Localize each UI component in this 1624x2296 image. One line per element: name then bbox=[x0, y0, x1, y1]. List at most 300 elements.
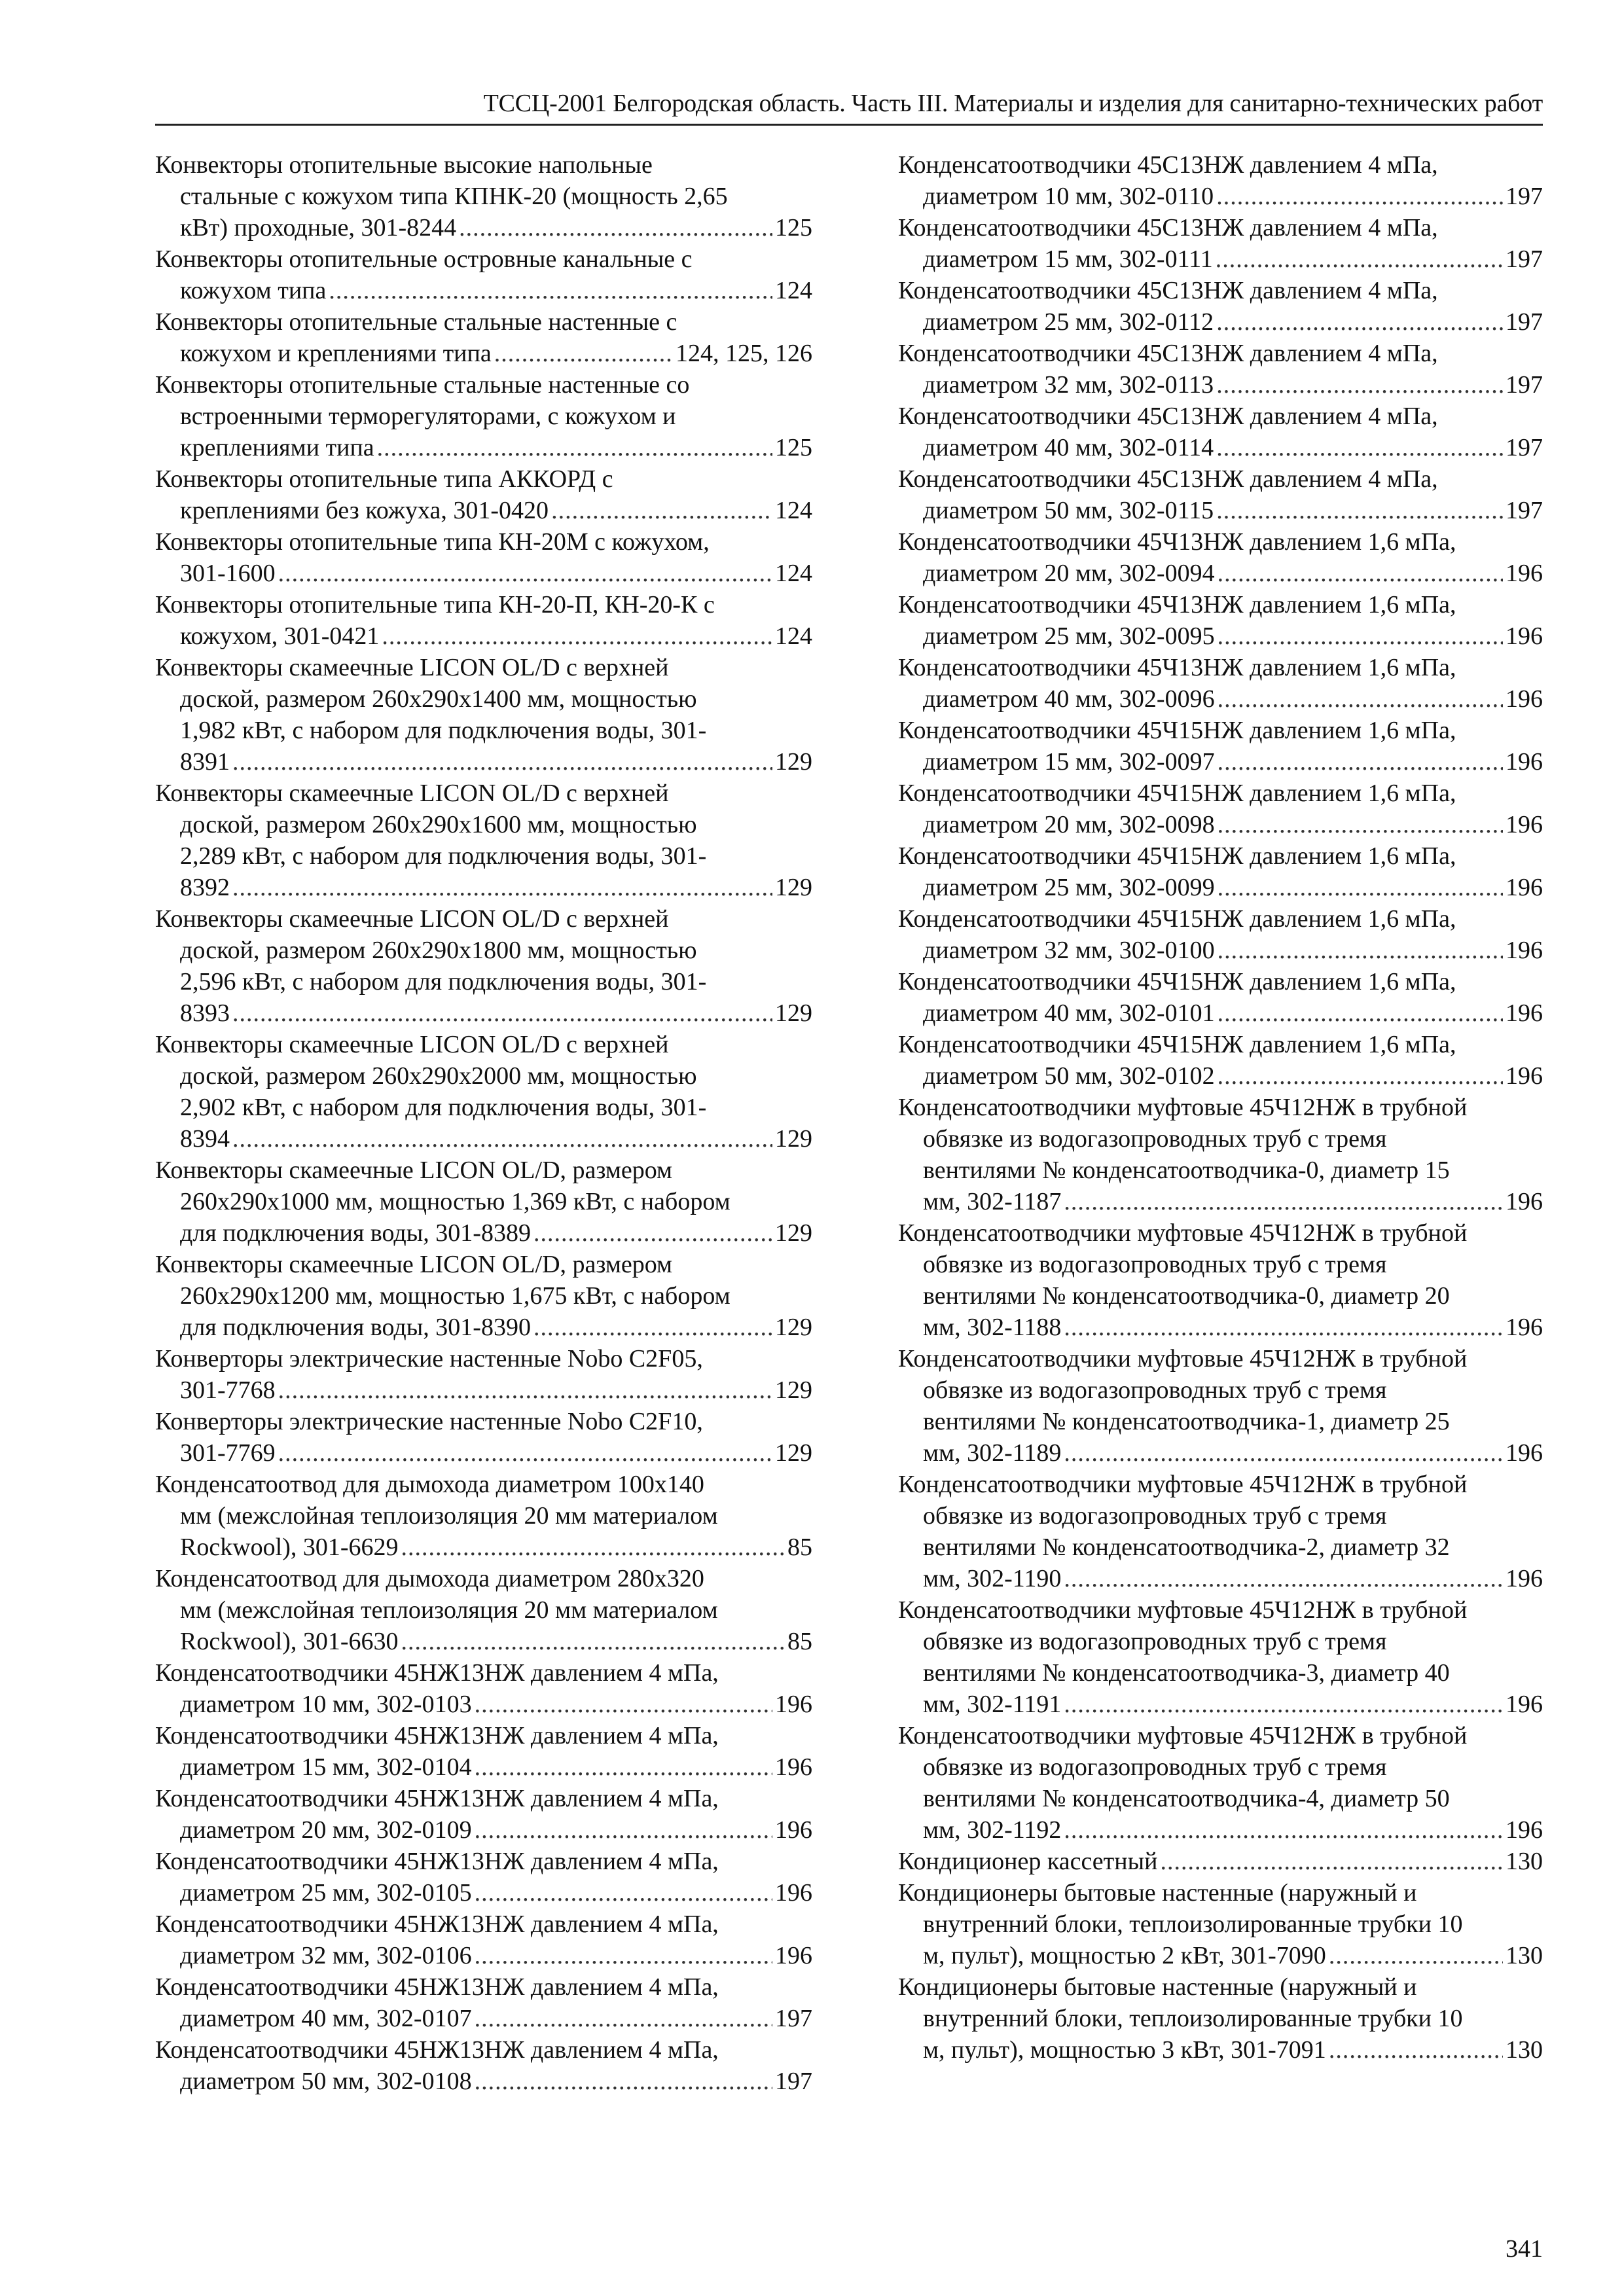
entry-text: кВт) проходные, 301-8244 bbox=[180, 214, 457, 242]
page-number: 341 bbox=[1506, 2235, 1543, 2263]
entry-line bbox=[155, 715, 812, 746]
dot-leader bbox=[1218, 935, 1503, 966]
entry-text: диаметром 50 мм, 302-0108 bbox=[180, 2068, 472, 2095]
entry-page-ref: 197 bbox=[1506, 434, 1543, 461]
entry-text: Конденсатоотвод для дымохода диаметром 100х140 bbox=[155, 1471, 704, 1498]
dot-leader bbox=[1216, 181, 1503, 212]
entry-text: диаметром 15 мм, 302-0097 bbox=[923, 748, 1215, 776]
dot-leader bbox=[475, 2003, 772, 2034]
index-entry bbox=[898, 1343, 1543, 1469]
index-entry bbox=[155, 1029, 812, 1155]
entry-line bbox=[155, 526, 812, 558]
entry-text: диаметром 40 мм, 302-0114 bbox=[923, 434, 1214, 461]
entry-line bbox=[155, 1060, 812, 1092]
entry-page-ref: 196 bbox=[775, 1879, 812, 1907]
index-entry bbox=[155, 1343, 812, 1406]
index-entry bbox=[898, 338, 1543, 401]
entry-text: 8393 bbox=[180, 999, 230, 1027]
entry-text: обвязке из водогазопроводных труб с тремя bbox=[923, 1502, 1387, 1530]
entry-text: обвязке из водогазопроводных труб с тремя bbox=[923, 1628, 1387, 1655]
entry-text: доской, размером 260х290х1800 мм, мощностью bbox=[180, 937, 697, 964]
index-entry bbox=[155, 778, 812, 903]
entry-line bbox=[155, 1155, 812, 1186]
entry-last-line bbox=[155, 1312, 812, 1343]
entry-page-ref: 125 bbox=[775, 214, 812, 242]
dot-leader bbox=[278, 558, 772, 589]
index-entry bbox=[155, 243, 812, 306]
entry-last-line bbox=[155, 432, 812, 463]
entry-text: 2,289 кВт, с набором для подключения воды, 301- bbox=[180, 842, 707, 870]
dot-leader bbox=[1064, 1437, 1503, 1469]
index-entry bbox=[898, 1469, 1543, 1594]
entry-text: Конвекторы отопительные типа КН-20М с кожухом, bbox=[155, 528, 710, 556]
entry-line bbox=[155, 369, 812, 401]
entry-text: для подключения воды, 301-8390 bbox=[180, 1314, 531, 1341]
dot-leader bbox=[1329, 1940, 1503, 1971]
entry-page-ref: 124 bbox=[775, 560, 812, 587]
entry-line bbox=[155, 935, 812, 966]
entry-page-ref: 197 bbox=[775, 2068, 812, 2095]
entry-page-ref: 129 bbox=[775, 1314, 812, 1341]
entry-line bbox=[155, 1029, 812, 1060]
dot-leader bbox=[232, 1123, 772, 1155]
header-rule bbox=[155, 124, 1543, 126]
dot-leader bbox=[1216, 306, 1503, 338]
entry-line bbox=[898, 463, 1543, 495]
index-entry bbox=[155, 526, 812, 589]
dot-leader bbox=[475, 2066, 772, 2097]
entry-text: диаметром 20 мм, 302-0094 bbox=[923, 560, 1215, 587]
index-entry bbox=[155, 306, 812, 369]
entry-text: Конденсатоотводчики 45НЖ13НЖ давлением 4 мПа, bbox=[155, 1722, 719, 1749]
entry-text: мм, 302-1192 bbox=[923, 1816, 1062, 1844]
index-entry bbox=[898, 1846, 1543, 1877]
index-entry bbox=[898, 966, 1543, 1029]
dot-leader bbox=[475, 1689, 772, 1720]
entry-text: стальные с кожухом типа КПНК-20 (мощность 2,65 bbox=[180, 183, 728, 210]
entry-text: Конденсатоотводчики 45С13НЖ давлением 4 мПа, bbox=[898, 277, 1438, 304]
entry-page-ref: 124, 125, 126 bbox=[676, 340, 812, 367]
entry-last-line bbox=[155, 2066, 812, 2097]
entry-page-ref: 196 bbox=[1506, 1816, 1543, 1844]
entry-text: диаметром 32 мм, 302-0106 bbox=[180, 1942, 472, 1969]
entry-last-line bbox=[898, 997, 1543, 1029]
entry-line bbox=[155, 589, 812, 620]
entry-last-line bbox=[898, 1563, 1543, 1594]
entry-page-ref: 196 bbox=[1506, 937, 1543, 964]
dot-leader bbox=[1216, 495, 1503, 526]
entry-line bbox=[155, 181, 812, 212]
entry-line bbox=[155, 778, 812, 809]
index-entry bbox=[898, 778, 1543, 840]
dot-leader bbox=[533, 1312, 772, 1343]
entry-text: мм, 302-1190 bbox=[923, 1565, 1062, 1592]
entry-text: Конденсатоотводчики 45Ч13НЖ давлением 1,6 мПа, bbox=[898, 591, 1456, 619]
entry-line bbox=[155, 966, 812, 997]
entry-text: Конвекторы отопительные высокие напольные bbox=[155, 151, 653, 179]
entry-last-line bbox=[155, 1437, 812, 1469]
entry-line bbox=[898, 526, 1543, 558]
entry-text: Конвекторы отопительные островные канальные с bbox=[155, 245, 693, 273]
entry-page-ref: 196 bbox=[775, 1753, 812, 1781]
entry-text: Конденсатоотводчики 45С13НЖ давлением 4 мПа, bbox=[898, 340, 1438, 367]
entry-line bbox=[898, 1877, 1543, 1909]
entry-text: 301-1600 bbox=[180, 560, 276, 587]
entry-page-ref: 130 bbox=[1506, 1942, 1543, 1969]
dot-leader bbox=[278, 1437, 772, 1469]
entry-page-ref: 124 bbox=[775, 497, 812, 524]
entry-line bbox=[898, 1092, 1543, 1123]
entry-page-ref: 196 bbox=[1506, 1062, 1543, 1090]
index-entry bbox=[898, 652, 1543, 715]
index-entry bbox=[898, 903, 1543, 966]
entry-last-line bbox=[898, 495, 1543, 526]
entry-line bbox=[155, 1657, 812, 1689]
entry-line bbox=[155, 652, 812, 683]
entry-line bbox=[155, 1343, 812, 1374]
entry-text: Конденсатоотводчики 45Ч15НЖ давлением 1,6 мПа, bbox=[898, 717, 1456, 744]
entry-text: обвязке из водогазопроводных труб с тремя bbox=[923, 1753, 1387, 1781]
entry-text: вентилями № конденсатоотводчика-1, диаметр 25 bbox=[923, 1408, 1450, 1435]
entry-text: вентилями № конденсатоотводчика-2, диаметр 32 bbox=[923, 1534, 1450, 1561]
entry-line bbox=[898, 715, 1543, 746]
entry-text: Конденсатоотводчики 45НЖ13НЖ давлением 4 мПа, bbox=[155, 1848, 719, 1875]
index-entry bbox=[898, 212, 1543, 275]
index-entry bbox=[155, 2034, 812, 2097]
index-entry bbox=[898, 1594, 1543, 1720]
index-entry bbox=[155, 1155, 812, 1249]
entry-line bbox=[155, 683, 812, 715]
index-entry bbox=[155, 369, 812, 463]
entry-line bbox=[898, 212, 1543, 243]
entry-line bbox=[898, 1500, 1543, 1532]
entry-text: мм, 302-1191 bbox=[923, 1691, 1062, 1718]
entry-line bbox=[898, 1155, 1543, 1186]
entry-page-ref: 196 bbox=[1506, 874, 1543, 901]
entry-text: диаметром 25 мм, 302-0099 bbox=[923, 874, 1215, 901]
dot-leader bbox=[1218, 1060, 1503, 1092]
dot-leader bbox=[533, 1217, 772, 1249]
dot-leader bbox=[329, 275, 772, 306]
entry-last-line bbox=[898, 1186, 1543, 1217]
entry-text: диаметром 40 мм, 302-0101 bbox=[923, 999, 1215, 1027]
dot-leader bbox=[382, 620, 772, 652]
entry-page-ref: 129 bbox=[775, 1439, 812, 1467]
entry-last-line bbox=[155, 1374, 812, 1406]
entry-page-ref: 85 bbox=[787, 1628, 812, 1655]
entry-last-line bbox=[155, 1217, 812, 1249]
entry-text: Конвекторы скамеечные LICON OL/D с верхней bbox=[155, 905, 669, 933]
entry-text: Конденсатоотводчики муфтовые 45Ч12НЖ в трубной bbox=[898, 1219, 1468, 1247]
entry-page-ref: 129 bbox=[775, 1376, 812, 1404]
index-entry bbox=[898, 149, 1543, 212]
entry-text: диаметром 25 мм, 302-0095 bbox=[923, 622, 1215, 650]
entry-line bbox=[898, 1626, 1543, 1657]
entry-line bbox=[155, 1406, 812, 1437]
entry-page-ref: 196 bbox=[1506, 1691, 1543, 1718]
dot-leader bbox=[1218, 620, 1503, 652]
entry-text: 1,982 кВт, с набором для подключения воды, 301- bbox=[180, 717, 707, 744]
running-header bbox=[155, 80, 1543, 126]
entry-text: Rockwool), 301-6630 bbox=[180, 1628, 399, 1655]
entry-line bbox=[898, 589, 1543, 620]
entry-last-line bbox=[898, 620, 1543, 652]
index-entry bbox=[898, 1029, 1543, 1092]
entry-last-line bbox=[898, 1060, 1543, 1092]
entry-line bbox=[155, 1720, 812, 1751]
dot-leader bbox=[551, 495, 772, 526]
entry-line bbox=[898, 840, 1543, 872]
index-entry bbox=[898, 1877, 1543, 1971]
entry-last-line bbox=[898, 243, 1543, 275]
entry-text: 8392 bbox=[180, 874, 230, 901]
entry-page-ref: 196 bbox=[1506, 1439, 1543, 1467]
dot-leader bbox=[1064, 1689, 1503, 1720]
entry-text: Конденсатоотводчики 45С13НЖ давлением 4 мПа, bbox=[898, 403, 1438, 430]
dot-leader bbox=[1218, 746, 1503, 778]
entry-page-ref: 124 bbox=[775, 622, 812, 650]
entry-last-line bbox=[155, 746, 812, 778]
dot-leader bbox=[1064, 1312, 1503, 1343]
entry-text: диаметром 25 мм, 302-0112 bbox=[923, 308, 1214, 336]
entry-line bbox=[155, 1594, 812, 1626]
dot-leader bbox=[1064, 1186, 1503, 1217]
dot-leader bbox=[401, 1626, 785, 1657]
entry-text: вентилями № конденсатоотводчика-4, диаметр 50 bbox=[923, 1785, 1450, 1812]
entry-text: для подключения воды, 301-8389 bbox=[180, 1219, 531, 1247]
index-entry bbox=[155, 903, 812, 1029]
entry-text: Конденсатоотводчики 45Ч15НЖ давлением 1,6 мПа, bbox=[898, 842, 1456, 870]
entry-line bbox=[155, 149, 812, 181]
dot-leader bbox=[232, 746, 772, 778]
index-entry bbox=[898, 275, 1543, 338]
entry-page-ref: 197 bbox=[775, 2005, 812, 2032]
entry-line bbox=[155, 840, 812, 872]
entry-line bbox=[898, 401, 1543, 432]
entry-text: диаметром 32 мм, 302-0113 bbox=[923, 371, 1214, 399]
entry-line bbox=[898, 1971, 1543, 2003]
entry-line bbox=[898, 275, 1543, 306]
entry-last-line bbox=[898, 2034, 1543, 2066]
index-entry bbox=[155, 1249, 812, 1343]
entry-text: Конвекторы скамеечные LICON OL/D, размером bbox=[155, 1157, 673, 1184]
entry-text: внутренний блоки, теплоизолированные трубки 10 bbox=[923, 2005, 1463, 2032]
entry-last-line bbox=[155, 1940, 812, 1971]
entry-line bbox=[898, 1751, 1543, 1783]
entry-text: диаметром 25 мм, 302-0105 bbox=[180, 1879, 472, 1907]
entry-page-ref: 85 bbox=[787, 1534, 812, 1561]
entry-text: Конвекторы скамеечные LICON OL/D с верхней bbox=[155, 780, 669, 807]
entry-last-line bbox=[898, 369, 1543, 401]
entry-text: Конденсатоотводчики муфтовые 45Ч12НЖ в трубной bbox=[898, 1596, 1468, 1624]
entry-line bbox=[898, 1249, 1543, 1280]
entry-text: диаметром 32 мм, 302-0100 bbox=[923, 937, 1215, 964]
index-entry bbox=[898, 526, 1543, 589]
entry-text: мм (межслойная теплоизоляция 20 мм материалом bbox=[180, 1596, 718, 1624]
entry-text: диаметром 10 мм, 302-0110 bbox=[923, 183, 1214, 210]
entry-line bbox=[155, 243, 812, 275]
entry-last-line bbox=[155, 1123, 812, 1155]
entry-page-ref: 129 bbox=[775, 999, 812, 1027]
index-entry bbox=[898, 463, 1543, 526]
entry-text: 301-7769 bbox=[180, 1439, 276, 1467]
entry-last-line bbox=[898, 872, 1543, 903]
entry-text: м, пульт), мощностью 2 кВт, 301-7090 bbox=[923, 1942, 1326, 1969]
index-entry bbox=[898, 1720, 1543, 1846]
entry-line bbox=[155, 1469, 812, 1500]
entry-text: Конденсатоотводчики 45НЖ13НЖ давлением 4 мПа, bbox=[155, 1973, 719, 2001]
entry-line bbox=[155, 1783, 812, 1814]
entry-text: Конденсатоотводчики муфтовые 45Ч12НЖ в трубной bbox=[898, 1471, 1468, 1498]
entry-line bbox=[898, 1532, 1543, 1563]
entry-last-line bbox=[898, 746, 1543, 778]
entry-text: Конвекторы отопительные стальные настенные со bbox=[155, 371, 690, 399]
entry-text: Конденсатоотводчики 45Ч15НЖ давлением 1,6 мПа, bbox=[898, 968, 1456, 996]
entry-text: мм (межслойная теплоизоляция 20 мм материалом bbox=[180, 1502, 718, 1530]
entry-line bbox=[898, 1469, 1543, 1500]
index-column-right bbox=[898, 149, 1543, 2066]
dot-leader bbox=[494, 338, 673, 369]
dot-leader bbox=[1218, 683, 1503, 715]
entry-last-line bbox=[155, 1814, 812, 1846]
index-entry bbox=[155, 1563, 812, 1657]
index-entry bbox=[155, 1406, 812, 1469]
entry-text: Конденсатоотводчики 45НЖ13НЖ давлением 4 мПа, bbox=[155, 2036, 719, 2064]
dot-leader bbox=[1218, 997, 1503, 1029]
entry-text: мм, 302-1189 bbox=[923, 1439, 1062, 1467]
entry-last-line bbox=[155, 620, 812, 652]
index-entry bbox=[155, 149, 812, 243]
entry-last-line bbox=[155, 212, 812, 243]
entry-text: обвязке из водогазопроводных труб с тремя bbox=[923, 1376, 1387, 1404]
entry-text: Конденсатоотводчики 45НЖ13НЖ давлением 4 мПа, bbox=[155, 1785, 719, 1812]
entry-page-ref: 197 bbox=[1506, 497, 1543, 524]
entry-text: диаметром 20 мм, 302-0098 bbox=[923, 811, 1215, 838]
entry-text: Конденсатоотводчики муфтовые 45Ч12НЖ в трубной bbox=[898, 1094, 1468, 1121]
entry-text: диаметром 15 мм, 302-0104 bbox=[180, 1753, 472, 1781]
entry-text: 301-7768 bbox=[180, 1376, 276, 1404]
entry-last-line bbox=[155, 338, 812, 369]
entry-line bbox=[898, 1720, 1543, 1751]
entry-last-line bbox=[898, 809, 1543, 840]
entry-text: кожухом типа bbox=[180, 277, 327, 304]
entry-page-ref: 197 bbox=[1506, 245, 1543, 273]
entry-last-line bbox=[155, 1689, 812, 1720]
entry-page-ref: 196 bbox=[775, 1942, 812, 1969]
entry-text: Конвекторы скамеечные LICON OL/D, размером bbox=[155, 1251, 673, 1278]
entry-line bbox=[155, 1971, 812, 2003]
index-entry bbox=[155, 1783, 812, 1846]
entry-page-ref: 196 bbox=[1506, 748, 1543, 776]
entry-page-ref: 197 bbox=[1506, 183, 1543, 210]
index-entry bbox=[155, 1657, 812, 1720]
entry-line bbox=[898, 1217, 1543, 1249]
entry-text: вентилями № конденсатоотводчика-0, диаметр 20 bbox=[923, 1282, 1450, 1310]
entry-text: Кондиционеры бытовые настенные (наружный и bbox=[898, 1973, 1417, 2001]
entry-text: 2,596 кВт, с набором для подключения воды, 301- bbox=[180, 968, 707, 996]
entry-text: Конденсатоотводчики 45НЖ13НЖ давлением 4 мПа, bbox=[155, 1659, 719, 1687]
entry-line bbox=[898, 1029, 1543, 1060]
entry-last-line bbox=[898, 1940, 1543, 1971]
entry-page-ref: 197 bbox=[1506, 371, 1543, 399]
entry-last-line bbox=[155, 997, 812, 1029]
dot-leader bbox=[475, 1751, 772, 1783]
index-entry bbox=[898, 715, 1543, 778]
entry-page-ref: 129 bbox=[775, 1219, 812, 1247]
entry-text: Конденсатоотводчики 45Ч13НЖ давлением 1,6 мПа, bbox=[898, 654, 1456, 681]
index-entry bbox=[155, 1469, 812, 1563]
entry-text: диаметром 50 мм, 302-0115 bbox=[923, 497, 1214, 524]
dot-leader bbox=[1218, 872, 1503, 903]
dot-leader bbox=[278, 1374, 772, 1406]
entry-last-line bbox=[898, 1814, 1543, 1846]
entry-line bbox=[898, 652, 1543, 683]
entry-last-line bbox=[155, 1877, 812, 1909]
entry-text: Конденсатоотводчики 45С13НЖ давлением 4 мПа, bbox=[898, 151, 1438, 179]
entry-line bbox=[898, 1406, 1543, 1437]
entry-text: доской, размером 260х290х2000 мм, мощностью bbox=[180, 1062, 697, 1090]
entry-last-line bbox=[898, 558, 1543, 589]
entry-last-line bbox=[155, 1532, 812, 1563]
entry-text: Конденсатоотводчики 45С13НЖ давлением 4 мПа, bbox=[898, 214, 1438, 242]
entry-line bbox=[155, 463, 812, 495]
dot-leader bbox=[1218, 558, 1503, 589]
entry-line bbox=[898, 1657, 1543, 1689]
entry-page-ref: 196 bbox=[1506, 999, 1543, 1027]
entry-text: внутренний блоки, теплоизолированные трубки 10 bbox=[923, 1910, 1463, 1938]
index-entry bbox=[898, 1217, 1543, 1343]
index-entry bbox=[155, 652, 812, 778]
index-entry bbox=[898, 401, 1543, 463]
entry-page-ref: 125 bbox=[775, 434, 812, 461]
entry-text: обвязке из водогазопроводных труб с тремя bbox=[923, 1125, 1387, 1153]
entry-last-line bbox=[155, 1751, 812, 1783]
entry-last-line bbox=[898, 935, 1543, 966]
entry-page-ref: 129 bbox=[775, 874, 812, 901]
entry-line bbox=[155, 1563, 812, 1594]
entry-text: доской, размером 260х290х1600 мм, мощностью bbox=[180, 811, 697, 838]
entry-text: кожухом, 301-0421 bbox=[180, 622, 380, 650]
entry-page-ref: 130 bbox=[1506, 2036, 1543, 2064]
entry-text: м, пульт), мощностью 3 кВт, 301-7091 bbox=[923, 2036, 1326, 2064]
entry-text: Конденсатоотводчики 45Ч15НЖ давлением 1,6 мПа, bbox=[898, 905, 1456, 933]
entry-line bbox=[898, 966, 1543, 997]
entry-text: 260х290х1200 мм, мощностью 1,675 кВт, с набором bbox=[180, 1282, 731, 1310]
index-column-left bbox=[155, 149, 812, 2097]
dot-leader bbox=[1064, 1563, 1503, 1594]
entry-text: диаметром 10 мм, 302-0103 bbox=[180, 1691, 472, 1718]
dot-leader bbox=[1216, 369, 1503, 401]
entry-text: Конденсатоотводчики муфтовые 45Ч12НЖ в трубной bbox=[898, 1722, 1468, 1749]
entry-last-line bbox=[898, 1312, 1543, 1343]
entry-page-ref: 196 bbox=[1506, 1565, 1543, 1592]
dot-leader bbox=[232, 872, 772, 903]
entry-text: Конвекторы отопительные стальные настенные с bbox=[155, 308, 677, 336]
entry-text: Конденсатоотводчики 45С13НЖ давлением 4 мПа, bbox=[898, 465, 1438, 493]
entry-line bbox=[155, 809, 812, 840]
entry-text: Конденсатоотводчики 45Ч15НЖ давлением 1,6 мПа, bbox=[898, 780, 1456, 807]
entry-page-ref: 196 bbox=[1506, 1314, 1543, 1341]
entry-text: вентилями № конденсатоотводчика-3, диаметр 40 bbox=[923, 1659, 1450, 1687]
entry-text: Конверторы электрические настенные Nobo C2F10, bbox=[155, 1408, 703, 1435]
dot-leader bbox=[475, 1814, 772, 1846]
entry-line bbox=[898, 1594, 1543, 1626]
entry-page-ref: 130 bbox=[1506, 1848, 1543, 1875]
entry-page-ref: 129 bbox=[775, 748, 812, 776]
entry-text: Конденсатоотвод для дымохода диаметром 280х320 bbox=[155, 1565, 704, 1592]
dot-leader bbox=[401, 1532, 785, 1563]
entry-line bbox=[898, 1374, 1543, 1406]
